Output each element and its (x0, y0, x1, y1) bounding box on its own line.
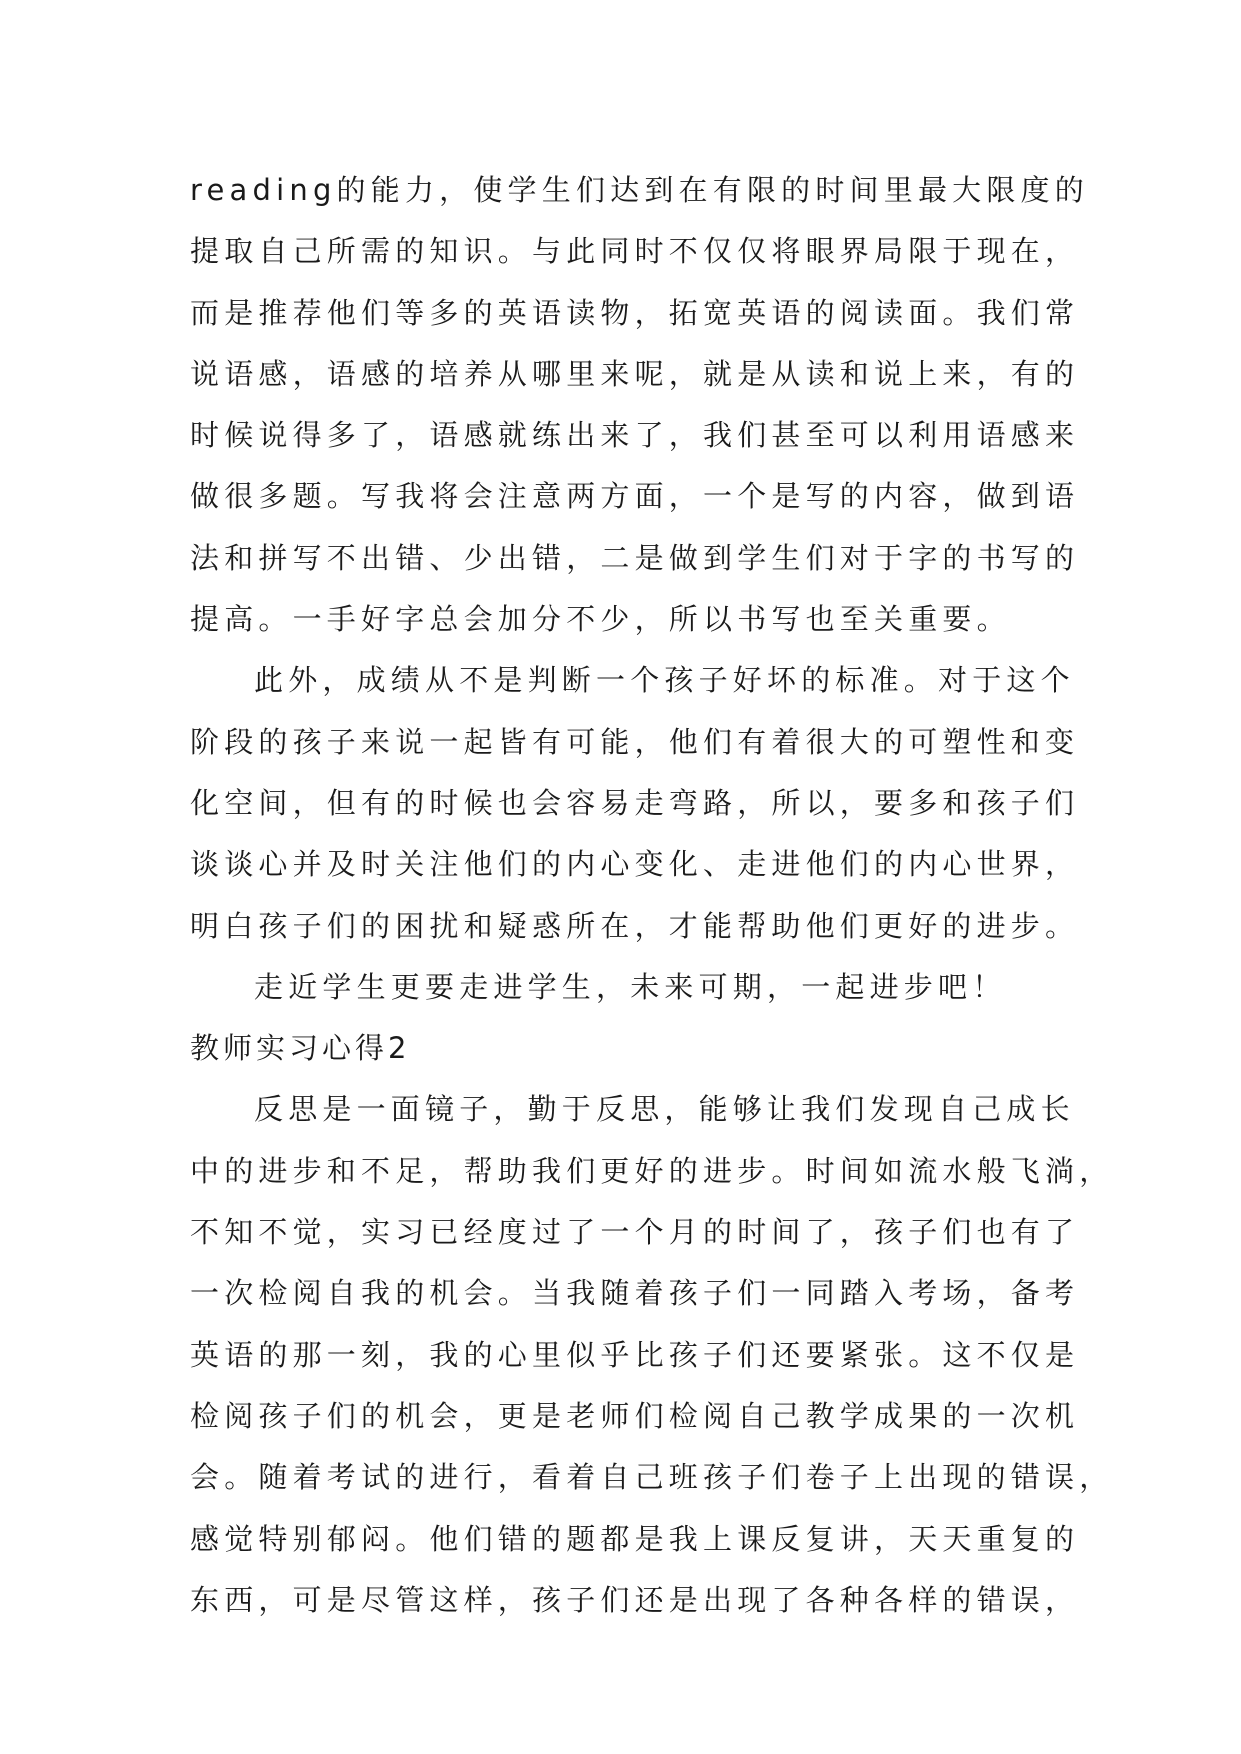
body-line: 说语感，语感的培养从哪里来呢，就是从读和说上来，有的 (190, 356, 1080, 391)
paragraph-start-line: 反思是一面镜子，勤于反思，能够让我们发现自己成长 (254, 1092, 1075, 1127)
paragraph-start-line: 走近学生更要走进学生，未来可期，一起进步吧！ (254, 969, 1007, 1004)
paragraph-start-line: 此外，成绩从不是判断一个孩子好坏的标准。对于这个 (254, 663, 1075, 698)
body-line: 法和拼写不出错、少出错，二是做到学生们对于字的书写的 (190, 540, 1080, 575)
body-line: 英语的那一刻，我的心里似乎比孩子们还要紧张。这不仅是 (190, 1337, 1080, 1372)
body-line: 中的进步和不足，帮助我们更好的进步。时间如流水般飞淌， (190, 1153, 1114, 1188)
body-line: 时候说得多了，语感就练出来了，我们甚至可以利用语感来 (190, 418, 1080, 453)
body-line: 感觉特别郁闷。他们错的题都是我上课反复讲，天天重复的 (190, 1521, 1080, 1556)
body-line: 会。随着考试的进行，看着自己班孩子们卷子上出现的错误， (190, 1460, 1114, 1495)
body-line: 提高。一手好字总会加分不少，所以书写也至关重要。 (190, 602, 1011, 637)
body-line: 不知不觉，实习已经度过了一个月的时间了，孩子们也有了 (190, 1215, 1080, 1250)
body-line: 明白孩子们的困扰和疑惑所在，才能帮助他们更好的进步。 (190, 908, 1080, 943)
document-body (190, 160, 1114, 1631)
body-line: 阶段的孩子来说一起皆有可能，他们有着很大的可塑性和变 (190, 724, 1080, 759)
body-line: 谈谈心并及时关注他们的内心变化、走进他们的内心世界， (190, 847, 1080, 882)
section-heading: 教师实习心得2 (190, 1031, 411, 1066)
body-line: 检阅孩子们的机会，更是老师们检阅自己教学成果的一次机 (190, 1398, 1080, 1433)
body-line: 而是推荐他们等多的英语读物，拓宽英语的阅读面。我们常 (190, 295, 1080, 330)
body-line: 做很多题。写我将会注意两方面，一个是写的内容，做到语 (190, 479, 1080, 514)
body-line: reading的能力，使学生们达到在有限的时间里最大限度的 (190, 173, 1089, 207)
body-line: 提取自己所需的知识。与此同时不仅仅将眼界局限于现在， (190, 234, 1080, 269)
body-line: 东西，可是尽管这样，孩子们还是出现了各种各样的错误， (190, 1582, 1080, 1617)
body-line: 化空间，但有的时候也会容易走弯路，所以，要多和孩子们 (190, 785, 1080, 820)
body-line: 一次检阅自我的机会。当我随着孩子们一同踏入考场，备考 (190, 1276, 1080, 1311)
